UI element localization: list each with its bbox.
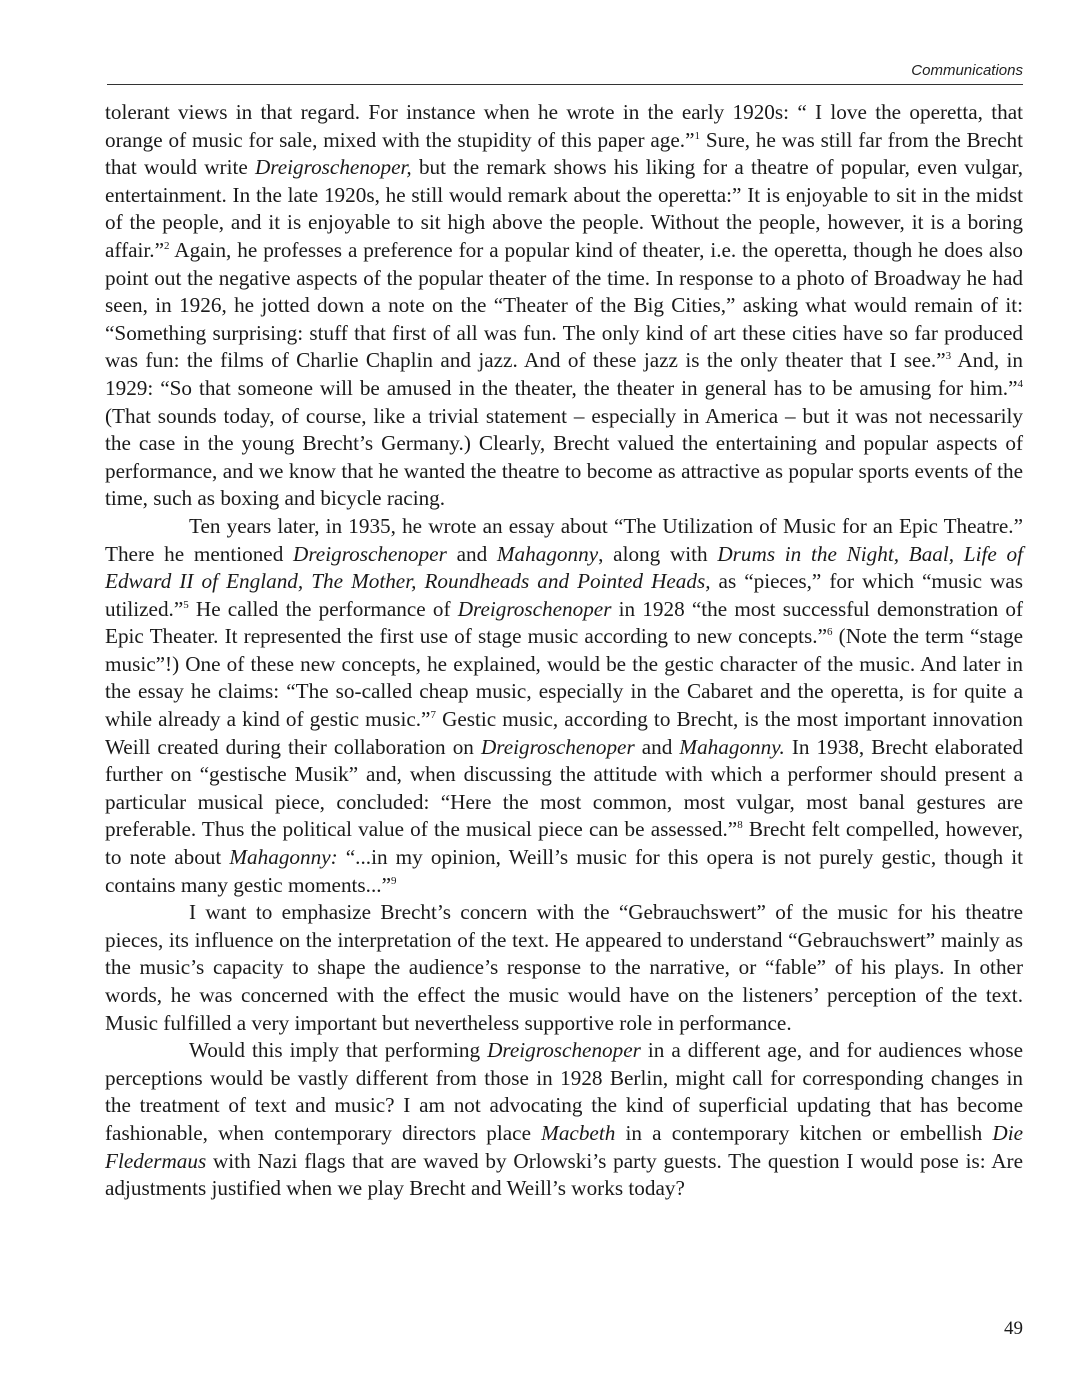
text-run: but the remark shows his liking for a theatre of popular, even vulgar, entertainment. In the late 1920s, he still would remark about the operetta:” It is enjoyable to sit in the midst of the people, and it is enjoyable to sit high above the people. Without the people, however, it is a boring affair.”	[105, 155, 1023, 262]
paragraph-2	[105, 513, 1023, 899]
footnote-ref: 9	[390, 874, 397, 887]
text-run: Brecht felt compelled, however, to note about	[105, 817, 1023, 870]
text-run: Would this imply that performing	[189, 1038, 488, 1063]
italic-title: Dreigroschenoper	[457, 596, 612, 621]
italic-title: Dreigroschenoper	[487, 1038, 641, 1063]
page-number: 49	[1004, 1318, 1023, 1339]
italic-title: Macbeth	[541, 1120, 616, 1145]
text-run: in a contemporary kitchen or embellish	[615, 1120, 993, 1145]
footnote-ref: 4	[1017, 377, 1023, 390]
text-run: In 1938, Brecht elaborated further on “gestische Musik” and, when discussing the attitude with which a performer should present a particular musical piece, concluded: “Here the most common, most vulgar, most banal gestures are preferable. Thus the political value of the musical piece can be assessed.”	[105, 734, 1023, 842]
italic-title: Die Fledermaus	[105, 1120, 1024, 1173]
text-run: with Nazi flags that are waved by Orlowski’s party guests. The question I would pose is: Are adjustments justified when we play Brecht and Weill’s works today?	[105, 1148, 1023, 1201]
body-text	[105, 99, 1023, 1203]
text-run: and	[634, 734, 680, 759]
footnote-ref: 6	[827, 626, 833, 639]
footnote-ref: 2	[164, 239, 170, 252]
text-run: Again, he professes a preference for a popular kind of theater, i.e. the operetta, though he does also point out the negative aspects of the popular theater of the time. In response to a photo of Broadway he had seen, in 1926, he jotted down a note on the “Theater of the Big Cities,” asking what would remain of it: “Something surprising: stuff that first of all was fun. The only kind of art these cities have so far produced was fun: the films of Charlie Chaplin and jazz. And of these jazz is the only theater that I see.”	[105, 237, 1023, 373]
text-run: , along with	[598, 541, 718, 566]
text-run: and	[446, 541, 497, 566]
text-run: Ten years later, in 1935, he wrote an essay about “The Utilization of Music for an Epic Theatre.” There he mentioned	[105, 513, 1023, 566]
text-run: tolerant views in that regard. For instance when he wrote in the early 1920s: “ I love the operetta, that orange of music for sale, mixed with the stupidity of this paper age.”	[105, 100, 1023, 152]
italic-title: Mahagonny:	[229, 845, 338, 870]
text-run: (That sounds today, of course, like a trivial statement – especially in America – but it was not necessarily the case in the young Brecht’s Germany.) Clearly, Brecht valued the entertaining and popular aspects of performance, and we know that he wanted the theatre to become as attractive as popular sports events of the time, such as boxing and bicycle racing.	[105, 403, 1023, 511]
text-run: He called the performance of	[188, 596, 458, 621]
text-run: “...in my opinion, Weill’s music for this opera is not purely gestic, though it contains many gestic moments...”	[105, 845, 1023, 897]
paragraph-1	[105, 99, 1023, 513]
italic-title: Drums in the Night, Baal, Life of Edward II of England, The Mother, Roundheads and Pointed Heads,	[105, 541, 1023, 594]
footnote-ref: 7	[430, 709, 436, 722]
text-run: (Note the term “stage music”!) One of these new concepts, he explained, would be the gestic character of the music. And later in the essay he claims: “The so-called cheap music, especially in the Cabaret and the operetta, is for quite a while already a kind of gestic music.”	[105, 624, 1023, 732]
paragraph-3	[105, 899, 1023, 1037]
text-run: Gestic music, according to Brecht, is the most important innovation Weill created during their collaboration on	[105, 707, 1024, 759]
paragraph-4	[105, 1037, 1023, 1203]
italic-title: Dreigroschenoper	[293, 541, 447, 566]
text-run: in 1928 “the most successful demonstration of Epic Theater. It represented the first use of stage music according to new concepts.”	[105, 596, 1023, 649]
italic-title: Dreigroschenoper,	[254, 155, 412, 180]
text-run: as “pieces,” for which “music was utilized.”	[105, 569, 1023, 621]
italic-title: Mahagonny	[496, 541, 599, 566]
text-run: And, in 1929: “So that someone will be amused in the theater, the theater in general has to be amusing for him.”	[105, 348, 1023, 400]
text-run: I want to emphasize Brecht’s concern with the “Gebrauchswert” of the music for his theatre pieces, its influence on the interpretation of the text. He appeared to understand “Gebrauchswert” mainly as the music’s capacity to shape the audience’s response to the narrative, or “fable” of his plays. In other words, he was concerned with the effect the music would have on the listeners’ perception of the text. Music fulfilled a very important but nevertheless supportive role in performance.	[105, 900, 1023, 1035]
header-rule	[107, 84, 1023, 85]
text-run: in a different age, and for audiences whose perceptions would be vastly different from those in 1928 Berlin, might call for corresponding changes in the treatment of text and music? I am not advocating the kind of superficial updating that has become fashionable, when contemporary directors place	[105, 1038, 1023, 1145]
running-head: Communications	[911, 62, 1023, 79]
footnote-ref: 3	[945, 350, 952, 363]
footnote-ref: 1	[694, 129, 701, 142]
italic-title: Mahagonny.	[679, 734, 785, 759]
italic-title: Dreigroschenoper	[480, 734, 635, 759]
footnote-ref: 8	[737, 819, 743, 832]
text-run: Sure, he was still far from the Brecht that would write	[105, 127, 1023, 180]
footnote-ref: 5	[183, 598, 189, 611]
